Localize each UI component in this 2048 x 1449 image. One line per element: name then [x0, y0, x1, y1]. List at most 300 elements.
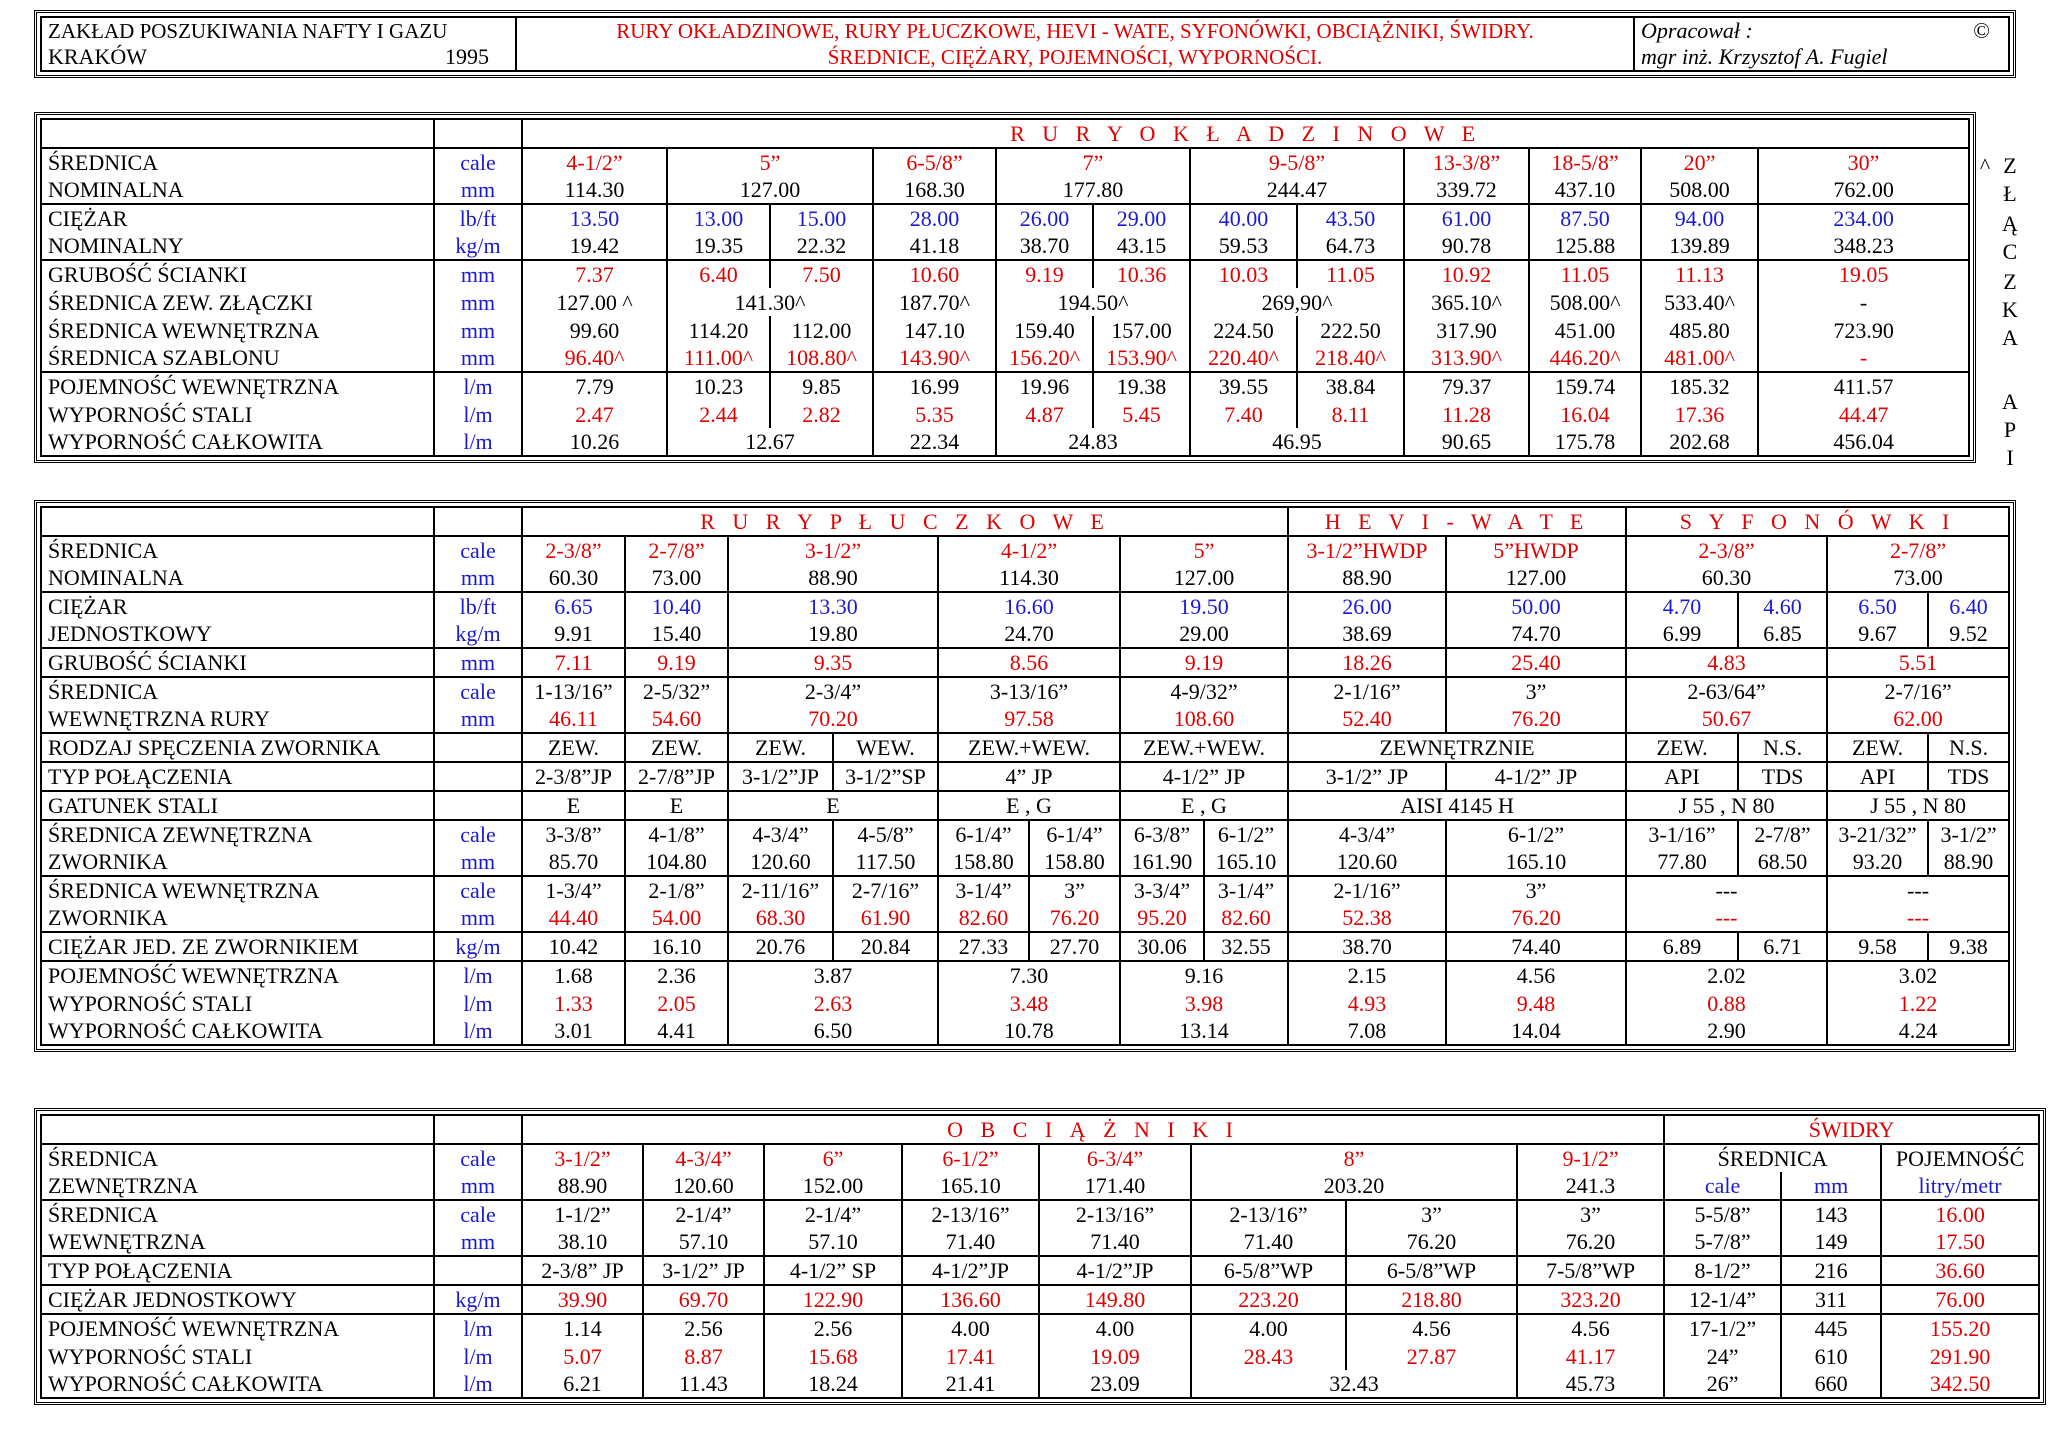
table-cell: 13.14 — [1120, 1017, 1288, 1045]
table-cell: 69.70 — [643, 1285, 764, 1314]
table-cell: 46.11 — [522, 705, 625, 733]
table-cell: 7.37 — [522, 260, 667, 288]
table-cell: 223.20 — [1191, 1285, 1346, 1314]
table-cell: ŚREDNICA — [41, 536, 434, 564]
table-cell: 3-1/2” — [522, 1144, 643, 1172]
table-cell: 8.56 — [938, 648, 1120, 677]
table-cell: 7.79 — [522, 372, 667, 400]
table-cell: l/m — [434, 1342, 522, 1370]
table-cell: 13.50 — [522, 204, 667, 232]
table-cell: 9.19 — [625, 648, 728, 677]
table-cell: 5” — [667, 148, 873, 176]
table-cell: 660 — [1781, 1370, 1881, 1398]
table-cell: 18-5/8” — [1529, 148, 1641, 176]
table-cell: 2-13/16” — [1039, 1200, 1191, 1228]
table-cell: 451.00 — [1529, 316, 1641, 344]
doc-title-1: RURY OKŁADZINOWE, RURY PŁUCZKOWE, HEVI - WATE, SYFONÓWKI, OBCIĄŻNIKI, ŚWIDRY. — [516, 17, 1634, 44]
table-cell: 5” — [1120, 536, 1288, 564]
table-cell: 218.40^ — [1297, 344, 1404, 372]
table-cell: l/m — [434, 1017, 522, 1045]
table-cell: 9.91 — [522, 620, 625, 648]
table-cell: 139.89 — [1641, 232, 1758, 260]
table-cell: 2-7/8”JP — [625, 762, 728, 791]
table-cell: 2-3/4” — [728, 677, 938, 705]
table-cell: E — [625, 791, 728, 820]
table-cell: 165.10 — [1446, 848, 1626, 876]
table-cell: 50.67 — [1626, 705, 1827, 733]
table-cell: 6-1/4” — [1029, 820, 1120, 848]
table-cell: 17.50 — [1881, 1228, 2039, 1256]
table-cell: 2.47 — [522, 400, 667, 428]
table-cell: 87.50 — [1529, 204, 1641, 232]
table-cell: 485.80 — [1641, 316, 1758, 344]
table-cell: 4.24 — [1827, 1017, 2009, 1045]
table-cell: 6-3/8” — [1120, 820, 1204, 848]
table-cell: ZWORNIKA — [41, 904, 434, 932]
table-cell: 2.82 — [770, 400, 873, 428]
table-cell: 323.20 — [1517, 1285, 1664, 1314]
table-cell: E , G — [1120, 791, 1288, 820]
table-cell: ZEWNĘTRZNA — [41, 1172, 434, 1200]
table-cell: 120.60 — [1288, 848, 1446, 876]
table-cell: l/m — [434, 400, 522, 428]
table-cell: mm — [434, 260, 522, 288]
table-cell: 36.60 — [1881, 1256, 2039, 1285]
table-cell: 155.20 — [1881, 1314, 2039, 1342]
table-cell: 9.38 — [1928, 932, 2009, 961]
table-cell: 5.35 — [873, 400, 996, 428]
table-cell: 52.40 — [1288, 705, 1446, 733]
table-cell: 73.00 — [1827, 564, 2009, 592]
table-cell: 481.00^ — [1641, 344, 1758, 372]
table-cell: cale — [434, 1144, 522, 1172]
table-cell: 61.00 — [1404, 204, 1529, 232]
table-cell: 13.30 — [728, 592, 938, 620]
table-cell: 122.90 — [764, 1285, 902, 1314]
table-cell: 2-7/16” — [1827, 677, 2009, 705]
table-cell: 216 — [1781, 1256, 1881, 1285]
table-cell: 159.40 — [996, 316, 1093, 344]
table-cell: 9-5/8” — [1190, 148, 1404, 176]
table-cell: 21.41 — [902, 1370, 1039, 1398]
table-cell: 156.20^ — [996, 344, 1093, 372]
table-cell: 39.55 — [1190, 372, 1297, 400]
table-cell: cale — [434, 148, 522, 176]
table-cell: 26.00 — [1288, 592, 1446, 620]
table-cell: 108.80^ — [770, 344, 873, 372]
table-cell: 157.00 — [1093, 316, 1190, 344]
table-cell: 1-1/2” — [522, 1200, 643, 1228]
table-cell: 32.43 — [1191, 1370, 1517, 1398]
table-cell: 533.40^ — [1641, 288, 1758, 316]
table-cell: 7” — [996, 148, 1190, 176]
table-cell: 3-1/2”JP — [728, 762, 833, 791]
table-cell: mm — [434, 648, 522, 677]
table-cell: 32.55 — [1204, 932, 1288, 961]
table-cell: 6-3/4” — [1039, 1144, 1191, 1172]
table-cell: 17.41 — [902, 1342, 1039, 1370]
table-cell: ŚREDNICA — [1664, 1144, 1881, 1172]
table-cell: 4-1/2” JP — [1446, 762, 1626, 791]
table-cell: 19.09 — [1039, 1342, 1191, 1370]
drill-pipe-title: R U R Y P Ł U C Z K O W E — [522, 507, 1288, 536]
table-cell: 2.15 — [1288, 961, 1446, 989]
table-cell: 15.00 — [770, 204, 873, 232]
table-cell: 411.57 — [1758, 372, 1969, 400]
table-cell: l/m — [434, 1314, 522, 1342]
table-cell: 3” — [1029, 876, 1120, 904]
table-cell: 3-1/2” JP — [1288, 762, 1446, 791]
table-cell: 3.98 — [1120, 989, 1288, 1017]
table-cell: 141.30^ — [667, 288, 873, 316]
table-cell: 171.40 — [1039, 1172, 1191, 1200]
table-cell: l/m — [434, 961, 522, 989]
table-cell: 13.00 — [667, 204, 770, 232]
table-cell: 4.60 — [1738, 592, 1827, 620]
table-cell: RODZAJ SPĘCZENIA ZWORNIKA — [41, 733, 434, 762]
table-cell: mm — [434, 176, 522, 204]
table-cell: E — [728, 791, 938, 820]
table-cell: ŚREDNICA — [41, 1144, 434, 1172]
table-cell: 16.00 — [1881, 1200, 2039, 1228]
table-cell: POJEMNOŚĆ WEWNĘTRZNA — [41, 372, 434, 400]
table-cell: 437.10 — [1529, 176, 1641, 204]
table-cell — [434, 733, 522, 762]
table-cell — [434, 507, 522, 536]
table-cell: WEWNĘTRZNA RURY — [41, 705, 434, 733]
table-cell: 2-1/16” — [1288, 677, 1446, 705]
table-cell: GATUNEK STALI — [41, 791, 434, 820]
table-cell: --- — [1827, 904, 2009, 932]
table-cell: 7.40 — [1190, 400, 1297, 428]
table-cell: 30” — [1758, 148, 1969, 176]
table-cell: 4-9/32” — [1120, 677, 1288, 705]
copyright-icon: © — [1973, 18, 1990, 43]
table-cell: 194.50^ — [996, 288, 1190, 316]
table-cell: 4-1/2” SP — [764, 1256, 902, 1285]
table-cell: 28.00 — [873, 204, 996, 232]
table-cell: 3” — [1446, 876, 1626, 904]
table-cell: 2-7/8” — [1827, 536, 2009, 564]
table-cell: TDS — [1928, 762, 2009, 791]
table-cell: mm — [434, 316, 522, 344]
casing-side-letters: ^ — [1979, 153, 1991, 178]
table-cell — [434, 791, 522, 820]
table-cell: 17.36 — [1641, 400, 1758, 428]
table-cell: 158.80 — [938, 848, 1029, 876]
table-cell: 95.20 — [1120, 904, 1204, 932]
table-cell: 2-13/16” — [902, 1200, 1039, 1228]
table-cell: 3.48 — [938, 989, 1120, 1017]
table-cell: 18.24 — [764, 1370, 902, 1398]
table-cell: ZEW. — [1827, 733, 1928, 762]
table-cell: 143 — [1781, 1200, 1881, 1228]
table-cell: 111.00^ — [667, 344, 770, 372]
table-cell: ŚREDNICA ZEW. ZŁĄCZKI — [41, 288, 434, 316]
table-cell: 2-1/4” — [764, 1200, 902, 1228]
table-cell: cale — [434, 536, 522, 564]
table-cell: 96.40^ — [522, 344, 667, 372]
table-cell: 10.23 — [667, 372, 770, 400]
table-cell: WYPORNOŚĆ CAŁKOWITA — [41, 1370, 434, 1398]
table-cell: 2-3/8” — [1626, 536, 1827, 564]
table-cell: 2-1/8” — [625, 876, 728, 904]
table-cell: 3” — [1446, 677, 1626, 705]
table-cell: 224.50 — [1190, 316, 1297, 344]
table-cell: 7.11 — [522, 648, 625, 677]
table-cell: mm — [434, 344, 522, 372]
table-cell: 2-1/4” — [643, 1200, 764, 1228]
table-cell: 6.40 — [1928, 592, 2009, 620]
table-cell: 152.00 — [764, 1172, 902, 1200]
table-cell: 12-1/4” — [1664, 1285, 1781, 1314]
table-cell: 1.22 — [1827, 989, 2009, 1017]
table-cell: 15.40 — [625, 620, 728, 648]
table-cell: 127.00 — [1120, 564, 1288, 592]
table-cell: 11.43 — [643, 1370, 764, 1398]
table-cell: 41.18 — [873, 232, 996, 260]
table-cell: 4.00 — [1039, 1314, 1191, 1342]
table-cell: 7.50 — [770, 260, 873, 288]
table-cell: 112.00 — [770, 316, 873, 344]
table-cell: --- — [1626, 904, 1827, 932]
table-cell: 76.20 — [1446, 705, 1626, 733]
table-cell: 6.89 — [1626, 932, 1738, 961]
table-cell: 4-1/2” — [522, 148, 667, 176]
table-cell: 13-3/8” — [1404, 148, 1529, 176]
table-cell: 147.10 — [873, 316, 996, 344]
table-cell: mm — [1781, 1172, 1881, 1200]
table-cell: 79.37 — [1404, 372, 1529, 400]
table-cell: 38.70 — [1288, 932, 1446, 961]
table-cell: 41.17 — [1517, 1342, 1664, 1370]
table-cell: 85.70 — [522, 848, 625, 876]
table-cell: 3-1/2”SP — [833, 762, 938, 791]
table-cell: POJEMNOŚĆ WEWNĘTRZNA — [41, 961, 434, 989]
table-cell: 10.42 — [522, 932, 625, 961]
table-cell: 9.58 — [1827, 932, 1928, 961]
table-cell: 313.90^ — [1404, 344, 1529, 372]
table-cell: 24.83 — [996, 428, 1190, 456]
table-cell: 11.05 — [1297, 260, 1404, 288]
table-cell: 1-3/4” — [522, 876, 625, 904]
table-cell: 2-11/16” — [728, 876, 833, 904]
table-cell: 168.30 — [873, 176, 996, 204]
table-cell: 2-13/16” — [1191, 1200, 1346, 1228]
prepared-label: Opracował : © — [1634, 17, 2009, 44]
table-cell: ZEW.+WEW. — [1120, 733, 1288, 762]
table-cell: 291.90 — [1881, 1342, 2039, 1370]
doc-title-2: ŚREDNICE, CIĘŻARY, POJEMNOŚCI, WYPORNOŚCI. — [516, 44, 1634, 71]
table-cell: 202.68 — [1641, 428, 1758, 456]
table-cell: 125.88 — [1529, 232, 1641, 260]
table-cell: GRUBOŚĆ ŚCIANKI — [41, 260, 434, 288]
table-cell: 23.09 — [1039, 1370, 1191, 1398]
table-cell: NOMINALNA — [41, 564, 434, 592]
table-cell: 203.20 — [1191, 1172, 1517, 1200]
table-cell: 50.00 — [1446, 592, 1626, 620]
table-cell: 29.00 — [1093, 204, 1190, 232]
table-cell: 3-1/2” JP — [643, 1256, 764, 1285]
table-cell: NOMINALNY — [41, 232, 434, 260]
table-cell: 38.70 — [996, 232, 1093, 260]
table-cell: 46.95 — [1190, 428, 1404, 456]
table-cell: 8.11 — [1297, 400, 1404, 428]
table-cell: 2.56 — [643, 1314, 764, 1342]
table-cell: 16.10 — [625, 932, 728, 961]
table-cell: 1.33 — [522, 989, 625, 1017]
table-cell: 6” — [764, 1144, 902, 1172]
table-cell: 7.30 — [938, 961, 1120, 989]
table-cell: 82.60 — [1204, 904, 1288, 932]
table-cell: 108.60 — [1120, 705, 1288, 733]
table-cell: WYPORNOŚĆ CAŁKOWITA — [41, 428, 434, 456]
table-cell: 43.15 — [1093, 232, 1190, 260]
table-cell: 218.80 — [1346, 1285, 1517, 1314]
table-cell: 90.65 — [1404, 428, 1529, 456]
table-cell: 445 — [1781, 1314, 1881, 1342]
table-cell: 185.32 — [1641, 372, 1758, 400]
table-cell: 143.90^ — [873, 344, 996, 372]
table-cell: 10.92 — [1404, 260, 1529, 288]
table-cell: 76.20 — [1446, 904, 1626, 932]
table-cell: 610 — [1781, 1342, 1881, 1370]
table-cell: 38.69 — [1288, 620, 1446, 648]
table-cell: ZEW.+WEW. — [938, 733, 1120, 762]
table-cell: ŚREDNICA — [41, 1200, 434, 1228]
table-cell: 4.93 — [1288, 989, 1446, 1017]
table-cell: 2.44 — [667, 400, 770, 428]
table-cell: - — [1758, 288, 1969, 316]
table-cell: 3.02 — [1827, 961, 2009, 989]
table-cell: 88.90 — [1288, 564, 1446, 592]
table-cell: ŚREDNICA ZEWNĘTRZNA — [41, 820, 434, 848]
table-cell: kg/m — [434, 232, 522, 260]
table-cell: cale — [434, 1200, 522, 1228]
table-cell: 3-1/16” — [1626, 820, 1738, 848]
table-cell: 2-3/8” JP — [522, 1256, 643, 1285]
table-cell: 177.80 — [996, 176, 1190, 204]
table-cell: 10.40 — [625, 592, 728, 620]
table-cell: ŚREDNICA — [41, 148, 434, 176]
table-cell: 74.70 — [1446, 620, 1626, 648]
table-cell: CIĘŻAR JEDNOSTKOWY — [41, 1285, 434, 1314]
table-cell: 44.47 — [1758, 400, 1969, 428]
table-cell: 3” — [1517, 1200, 1664, 1228]
table-cell: 76.20 — [1346, 1228, 1517, 1256]
table-cell: TDS — [1738, 762, 1827, 791]
table-cell: 4-3/4” — [1288, 820, 1446, 848]
table-cell: --- — [1827, 876, 2009, 904]
table-cell: 27.70 — [1029, 932, 1120, 961]
table-cell: 19.35 — [667, 232, 770, 260]
table-cell: 97.58 — [938, 705, 1120, 733]
table-cell: cale — [434, 820, 522, 848]
table-cell: 6-5/8” — [873, 148, 996, 176]
table-cell: 4-1/8” — [625, 820, 728, 848]
table-cell: 153.90^ — [1093, 344, 1190, 372]
table-cell: 127.00 — [1446, 564, 1626, 592]
org-city: KRAKÓW 1995 — [41, 44, 516, 71]
table-cell: 3-1/4” — [1204, 876, 1288, 904]
table-cell: 5.07 — [522, 1342, 643, 1370]
table-cell: 28.43 — [1191, 1342, 1346, 1370]
table-cell: 11.28 — [1404, 400, 1529, 428]
table-cell: 723.90 — [1758, 316, 1969, 344]
table-cell: 90.78 — [1404, 232, 1529, 260]
table-cell: J 55 , N 80 — [1827, 791, 2009, 820]
table-cell: 348.23 — [1758, 232, 1969, 260]
table-cell: 64.73 — [1297, 232, 1404, 260]
table-cell: 27.33 — [938, 932, 1029, 961]
table-cell: 71.40 — [1039, 1228, 1191, 1256]
table-cell: 4.83 — [1626, 648, 1827, 677]
table-cell: 7.08 — [1288, 1017, 1446, 1045]
table-cell: 45.73 — [1517, 1370, 1664, 1398]
table-cell: 6-1/2” — [1204, 820, 1288, 848]
table-cell: 158.80 — [1029, 848, 1120, 876]
table-cell: 9.85 — [770, 372, 873, 400]
table-cell: cale — [1664, 1172, 1781, 1200]
table-cell: 26.00 — [996, 204, 1093, 232]
table-cell: 4.00 — [902, 1314, 1039, 1342]
table-cell: 2-7/8” — [625, 536, 728, 564]
table-cell: l/m — [434, 372, 522, 400]
table-cell: 19.05 — [1758, 260, 1969, 288]
table-cell: 114.30 — [522, 176, 667, 204]
table-cell: 269,90^ — [1190, 288, 1404, 316]
table-cell: 2.90 — [1626, 1017, 1827, 1045]
table-cell: J 55 , N 80 — [1626, 791, 1827, 820]
table-cell: mm — [434, 1172, 522, 1200]
table-cell — [41, 1115, 434, 1144]
table-cell: 4-1/2” — [938, 536, 1120, 564]
table-cell: 244.47 — [1190, 176, 1404, 204]
table-cell: ZEW. — [625, 733, 728, 762]
table-cell: 6-1/4” — [938, 820, 1029, 848]
table-cell: mm — [434, 1228, 522, 1256]
table-cell: TYP POŁĄCZENIA — [41, 762, 434, 791]
table-cell: 6.85 — [1738, 620, 1827, 648]
table-cell: TYP POŁĄCZENIA — [41, 1256, 434, 1285]
table-cell: POJEMNOŚĆ — [1881, 1144, 2039, 1172]
header-box — [40, 16, 2010, 72]
table-cell: 99.60 — [522, 316, 667, 344]
table-cell: 187.70^ — [873, 288, 996, 316]
table-cell: 38.84 — [1297, 372, 1404, 400]
collars-bits-table — [40, 1114, 2040, 1399]
table-cell: 76.20 — [1517, 1228, 1664, 1256]
table-cell: 2.56 — [764, 1314, 902, 1342]
table-cell: 3-21/32” — [1827, 820, 1928, 848]
collars-title: O B C I Ą Ż N I K I — [522, 1115, 1664, 1144]
table-cell: 29.00 — [1120, 620, 1288, 648]
table-cell: 2-3/8”JP — [522, 762, 625, 791]
table-cell: 77.80 — [1626, 848, 1738, 876]
table-cell: 1.68 — [522, 961, 625, 989]
table-cell: 3-13/16” — [938, 677, 1120, 705]
table-cell: 4-3/4” — [643, 1144, 764, 1172]
table-cell: 7-5/8”WP — [1517, 1256, 1664, 1285]
bits-title: ŚWIDRY — [1664, 1115, 2039, 1144]
table-cell: AISI 4145 H — [1288, 791, 1626, 820]
table-cell: 6.65 — [522, 592, 625, 620]
table-cell: ŚREDNICA WEWNĘTRZNA — [41, 876, 434, 904]
table-cell: 6-1/2” — [902, 1144, 1039, 1172]
table-cell: ŚREDNICA SZABLONU — [41, 344, 434, 372]
table-cell: kg/m — [434, 932, 522, 961]
table-cell: 4-3/4” — [728, 820, 833, 848]
